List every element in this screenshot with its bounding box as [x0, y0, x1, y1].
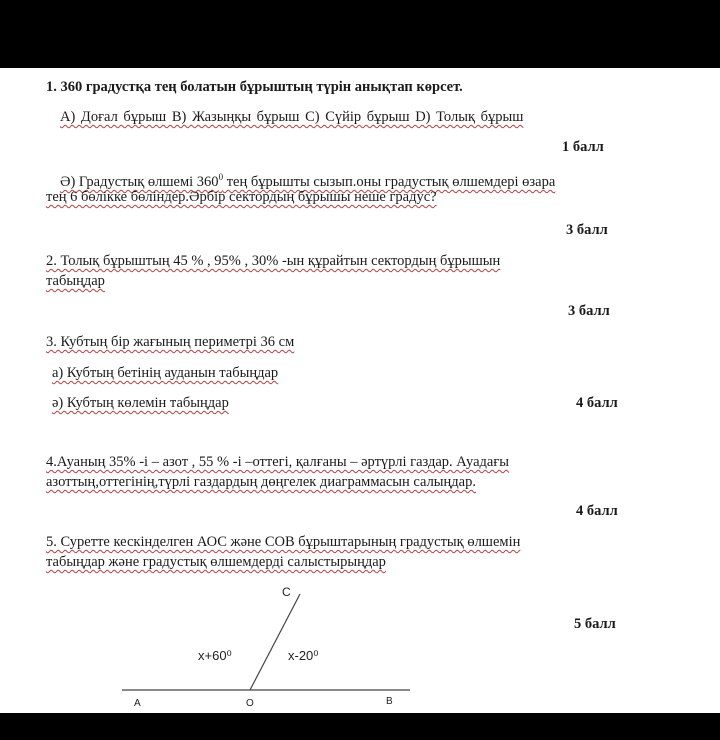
q3-part-a: а) Кубтың бетінің ауданын табыңдар	[52, 365, 279, 381]
angle-cob-label: x-20⁰	[288, 648, 319, 663]
q2-line2: табыңдар	[46, 273, 105, 289]
q3-part-b: ә) Кубтың көлемін табыңдар	[52, 395, 229, 411]
q5-line1: 5. Суретте кескінделген АОС және СОВ бұрыштарының градустық өлшемін	[46, 534, 521, 550]
q1-title: 1. 360 градустқа тең болатын бұрыштың түрін анықтап көрсет.	[46, 79, 463, 95]
q1-subquestion-line1: Ә) Градустық өлшемі $360^0$ тең бұрышты сызып.оны градустық өлшемдері өзара	[60, 172, 556, 190]
ray-oc	[250, 594, 300, 690]
q3-score: 4 балл	[576, 395, 618, 411]
q5-line2: табыңдар және градустық өлшемдерді салыстырыңдар	[46, 554, 386, 570]
q4-score: 4 балл	[576, 503, 618, 519]
angle-aoc-label: x+60⁰	[198, 648, 232, 663]
q1-subquestion-line2: тең 6 бөлікке бөліндер.Әрбір сектордың бұрышы неше градус?	[46, 189, 437, 205]
label-c: C	[282, 585, 291, 599]
q2-score: 3 балл	[568, 303, 610, 319]
q4-line2: азоттың,оттегінің,түрлі газдардың дөңгелек диаграммасын салыңдар.	[46, 474, 476, 490]
label-o: O	[246, 698, 254, 709]
q3-title: 3. Кубтың бір жағының периметрі 36 см	[46, 334, 295, 350]
label-b: B	[386, 696, 393, 707]
q5-score: 5 балл	[574, 616, 616, 632]
q2-line1: 2. Толық бұрыштың 45 % , 95% , 30% -ын құрайтын сектордың бұрышын	[46, 253, 501, 269]
q1-options: А) Доғал бұрыш В) Жазыңқы бұрыш С) Сүйір бұрыш D) Толық бұрыш	[60, 109, 524, 125]
label-a: A	[134, 698, 141, 709]
q1-score: 1 балл	[562, 139, 604, 155]
q4-line1: 4.Ауаның 35% -і – азот , 55 % -і –оттегі, қалғаны – әртүрлі газдар. Ауадағы	[46, 454, 510, 470]
angle-diagram	[110, 580, 420, 710]
q1-subquestion-score: 3 балл	[566, 222, 608, 238]
